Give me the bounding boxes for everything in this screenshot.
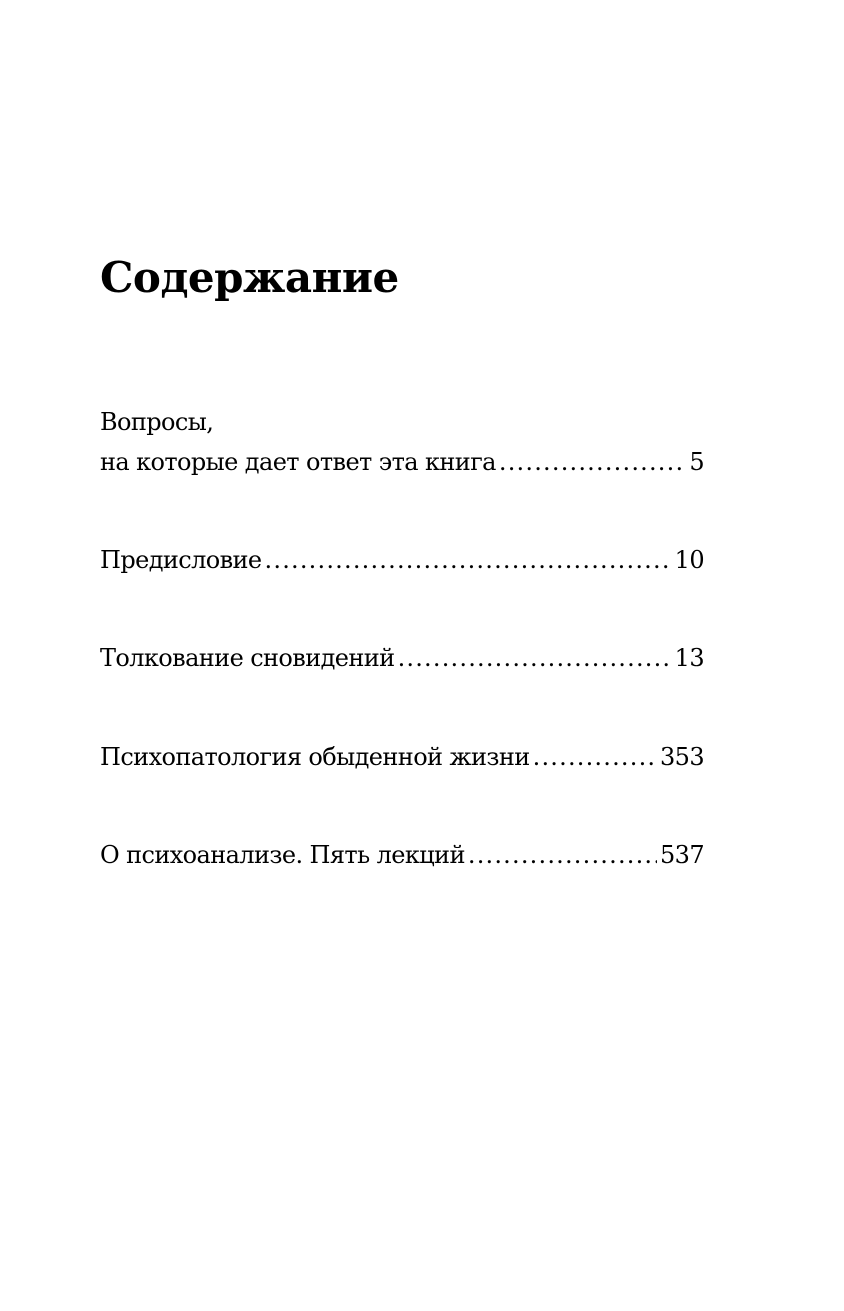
toc-page-number: 537 xyxy=(659,841,704,869)
toc-entry-title: Предисловие xyxy=(100,546,262,574)
dot-leader xyxy=(499,442,686,482)
dot-leader xyxy=(533,737,657,777)
toc-entry-title: на которые дает ответ эта книга xyxy=(100,448,496,476)
page-title: Содержание xyxy=(100,253,399,302)
toc-page-number: 13 xyxy=(674,644,704,672)
toc-entry-first-line xyxy=(100,402,704,442)
toc-entry-line xyxy=(100,540,704,580)
toc-entry-title-line-1: Вопросы, xyxy=(100,408,214,436)
dot-leader xyxy=(265,540,672,580)
toc-entry-line xyxy=(100,442,704,482)
toc-page-number: 10 xyxy=(674,546,704,574)
toc-page-number: 5 xyxy=(689,448,704,476)
toc-entry-line xyxy=(100,835,704,875)
toc-entry-line xyxy=(100,638,704,678)
dot-leader xyxy=(468,835,657,875)
dot-leader xyxy=(398,638,672,678)
toc-entry-psychopathology xyxy=(100,737,704,777)
toc-page-number: 353 xyxy=(659,743,704,771)
toc-entry-questions xyxy=(100,402,704,482)
toc-entry-five-lectures xyxy=(100,835,704,875)
toc-entry-dream-interpretation xyxy=(100,638,704,678)
toc-entry-title: Толкование сновидений xyxy=(100,644,395,672)
toc-entry-title: О психоанализе. Пять лекций xyxy=(100,841,465,869)
toc-entry-line xyxy=(100,737,704,777)
toc-entry-title: Психопатология обыденной жизни xyxy=(100,743,530,771)
toc-entry-preface xyxy=(100,540,704,580)
